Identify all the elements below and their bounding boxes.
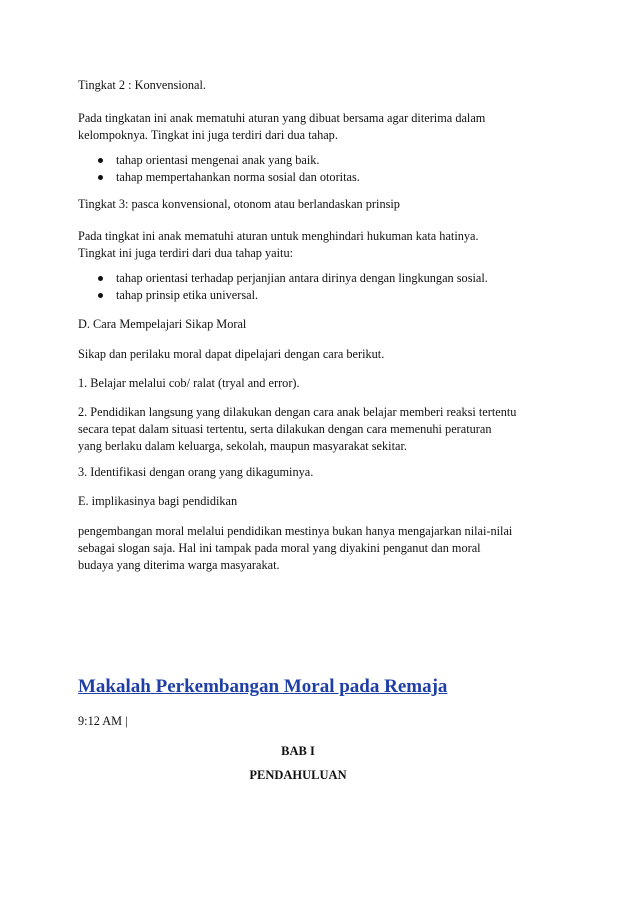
point-3: 3. Identifikasi dengan orang yang dikaguminya. xyxy=(78,465,314,479)
tingkat3-heading: Tingkat 3: pasca konvensional, otonom atau berlandaskan prinsip xyxy=(78,197,400,211)
point-1: 1. Belajar melalui cob/ ralat (tryal and error). xyxy=(78,376,300,390)
tingkat3-list xyxy=(98,270,518,304)
post-timestamp: 9:12 AM | xyxy=(78,714,128,728)
bullet-icon xyxy=(98,276,103,281)
bullet-icon xyxy=(98,175,103,180)
tingkat2-list xyxy=(98,152,518,186)
post-title-link[interactable]: Makalah Perkembangan Moral pada Remaja xyxy=(78,676,448,697)
section-e-heading: E. implikasinya bagi pendidikan xyxy=(78,494,238,508)
chapter-title: PENDAHULUAN xyxy=(249,768,347,782)
list-item: tahap mempertahankan norma sosial dan otoritas. xyxy=(98,169,518,186)
list-item: tahap orientasi mengenai anak yang baik. xyxy=(98,152,518,169)
chapter-number: BAB I xyxy=(281,744,315,758)
tingkat3-paragraph: Pada tingkat ini anak mematuhi aturan untuk menghindari hukuman kata hatinya. Tingkat ini juga terdiri dari dua tahap yaitu: xyxy=(78,229,479,260)
point-2: 2. Pendidikan langsung yang dilakukan dengan cara anak belajar memberi reaksi tertentu secara tepat dalam situasi tertentu, serta dilakukan dengan cara memenuhi peraturan yang berlaku dalam keluarga, sekolah, maupun masyarakat sekitar. xyxy=(78,405,517,453)
list-item: tahap orientasi terhadap perjanjian antara dirinya dengan lingkungan sosial. xyxy=(98,270,518,287)
section-d-intro: Sikap dan perilaku moral dapat dipelajari dengan cara berikut. xyxy=(78,347,385,361)
bullet-icon xyxy=(98,293,103,298)
section-d-heading: D. Cara Mempelajari Sikap Moral xyxy=(78,317,247,331)
bullet-icon xyxy=(98,158,103,163)
tingkat2-paragraph: Pada tingkatan ini anak mematuhi aturan yang dibuat bersama agar diterima dalam kelompoknya. Tingkat ini juga terdiri dari dua tahap. xyxy=(78,111,486,142)
list-item: tahap prinsip etika universal. xyxy=(98,287,518,304)
section-e-paragraph: pengembangan moral melalui pendidikan mestinya bukan hanya mengajarkan nilai-nilai sebagai slogan saja. Hal ini tampak pada moral yang diyakini penganut dan moral budaya yang diterima warga masyarakat. xyxy=(78,524,513,572)
tingkat2-heading: Tingkat 2 : Konvensional. xyxy=(78,78,206,92)
